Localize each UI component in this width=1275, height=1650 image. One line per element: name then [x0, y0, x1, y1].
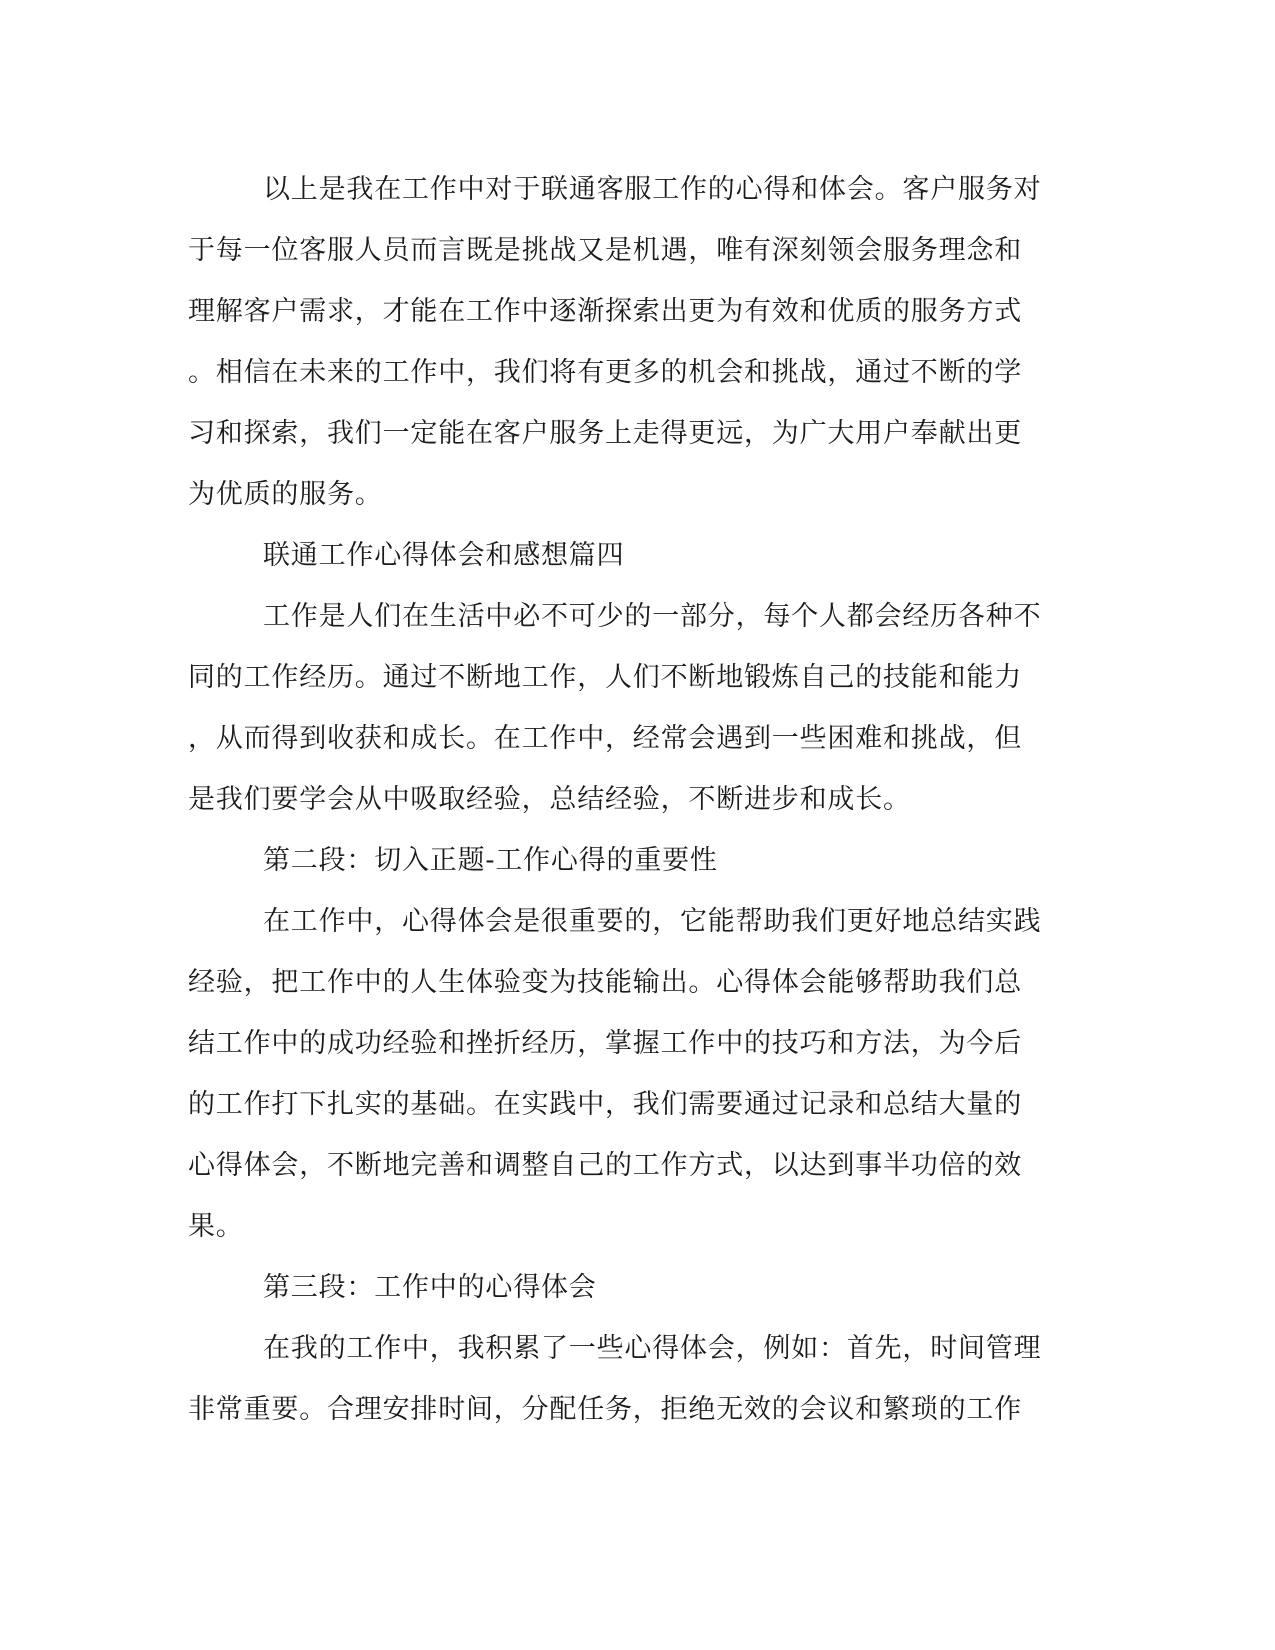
paragraph-line: 经验，把工作中的人生体验变为技能输出。心得体会能够帮助我们总 — [188, 967, 1022, 998]
paragraph-line: 在我的工作中，我积累了一些心得体会，例如：首先，时间管理 — [263, 1333, 1042, 1364]
section-heading: 联通工作心得体会和感想篇四 — [263, 540, 625, 571]
paragraph-line: 于每一位客服人员而言既是挑战又是机遇，唯有深刻领会服务理念和 — [188, 235, 1022, 266]
paragraph-line: 结工作中的成功经验和挫折经历，掌握工作中的技巧和方法，为今后 — [188, 1028, 1022, 1059]
section-heading: 第二段：切入正题-工作心得的重要性 — [263, 845, 718, 876]
paragraph-line: 在工作中，心得体会是很重要的，它能帮助我们更好地总结实践 — [263, 906, 1042, 937]
paragraph-line: 的工作打下扎实的基础。在实践中，我们需要通过记录和总结大量的 — [188, 1089, 1022, 1120]
paragraph-line: ，从而得到收获和成长。在工作中，经常会遇到一些困难和挑战，但 — [188, 723, 1022, 754]
paragraph-line: 理解客户需求，才能在工作中逐渐探索出更为有效和优质的服务方式 — [188, 296, 1022, 327]
paragraph-line: 工作是人们在生活中必不可少的一部分，每个人都会经历各种不 — [263, 601, 1042, 632]
paragraph-line: 非常重要。合理安排时间，分配任务，拒绝无效的会议和繁琐的工作 — [188, 1394, 1022, 1425]
paragraph-line: 是我们要学会从中吸取经验，总结经验，不断进步和成长。 — [188, 784, 911, 815]
paragraph-line: 果。 — [188, 1211, 244, 1242]
paragraph-line: 心得体会，不断地完善和调整自己的工作方式，以达到事半功倍的效 — [188, 1150, 1022, 1181]
paragraph-line: 。相信在未来的工作中，我们将有更多的机会和挑战，通过不断的学 — [188, 357, 1022, 388]
paragraph-line: 习和探索，我们一定能在客户服务上走得更远，为广大用户奉献出更 — [188, 418, 1022, 449]
paragraph-line: 以上是我在工作中对于联通客服工作的心得和体会。客户服务对 — [263, 174, 1042, 205]
section-heading: 第三段：工作中的心得体会 — [263, 1272, 597, 1303]
paragraph-line: 同的工作经历。通过不断地工作，人们不断地锻炼自己的技能和能力 — [188, 662, 1022, 693]
paragraph-line: 为优质的服务。 — [188, 479, 383, 510]
